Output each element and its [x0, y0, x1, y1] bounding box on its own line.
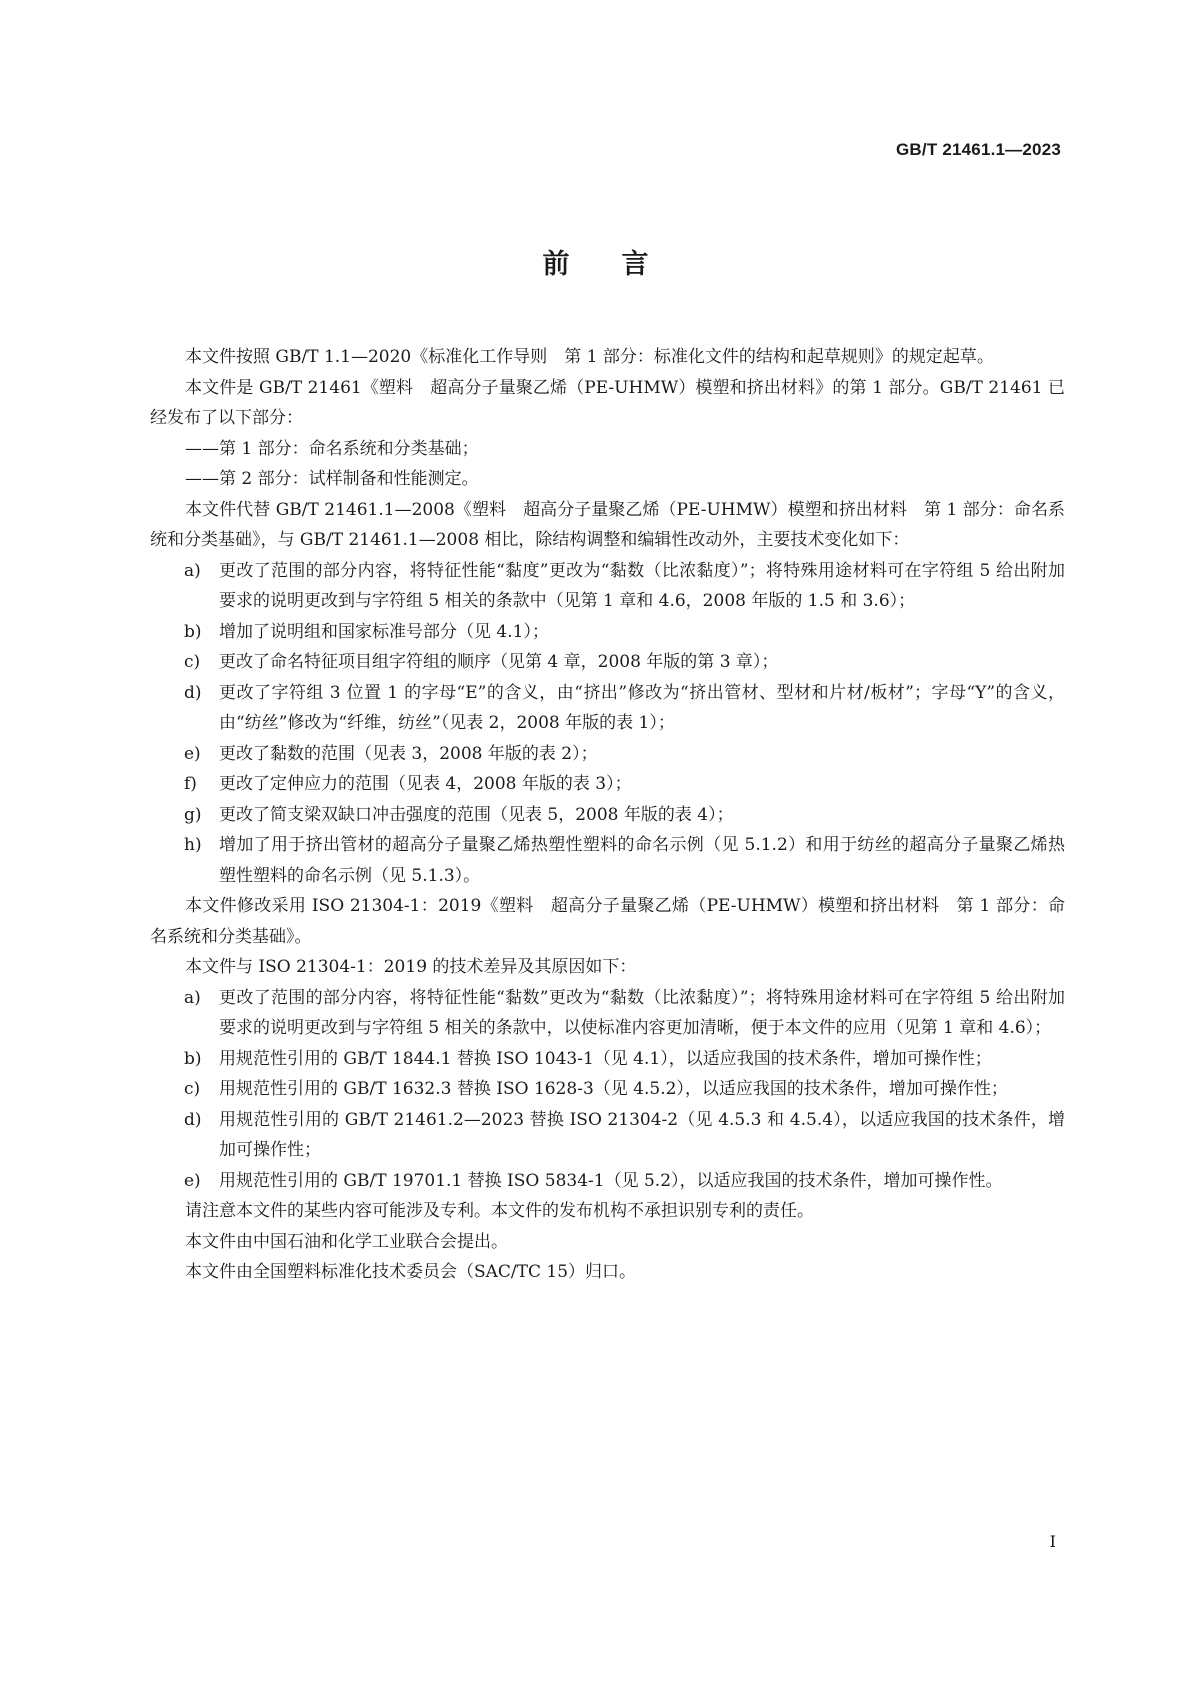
- list-marker: f): [184, 774, 197, 794]
- paragraph-differences-intro: 本文件与 ISO 21304-1：2019 的技术差异及其原因如下：: [185, 957, 637, 977]
- list-text: 增加了用于挤出管材的超高分子量聚乙烯热塑性塑料的命名示例（见 5.1.2）和用于纺丝的超高分子量聚乙烯热塑性塑料的命名示例（见 5.1.3）。: [219, 835, 1065, 886]
- list-text: 增加了说明组和国家标准号部分（见 4.1）；: [219, 621, 549, 642]
- list-marker: b): [184, 621, 202, 642]
- paragraph-patent-notice: 请注意本文件的某些内容可能涉及专利。本文件的发布机构不承担识别专利的责任。: [185, 1201, 814, 1221]
- list-marker: a): [184, 987, 201, 1008]
- list-text: 更改了范围的部分内容，将特征性能“黏度”更改为“黏数（比浓黏度）”；将特殊用途材料可在字符组 5 给出附加要求的说明更改到与字符组 5 相关的条款中（见第 1 章和 4.6，2008 年版的 1.5 和 3.6）；: [219, 560, 1065, 611]
- changes-list: [150, 556, 1065, 892]
- list-item: [150, 830, 1065, 891]
- differences-list: [150, 983, 1065, 1197]
- dash-item-part-1: ——第 1 部分：命名系统和分类基础；: [185, 438, 479, 459]
- list-item: [150, 800, 1065, 831]
- paragraph-modified-adoption: 本文件修改采用 ISO 21304-1：2019《塑料 超高分子量聚乙烯（PE-UHMW）模塑和挤出材料 第 1 部分：命名系统和分类基础》。: [150, 896, 1065, 947]
- dash-item-part-2: ——第 2 部分：试样制备和性能测定。: [185, 469, 479, 489]
- list-item: [150, 1105, 1065, 1166]
- list-marker: c): [184, 652, 201, 672]
- list-item: [150, 983, 1065, 1044]
- list-marker: a): [184, 560, 201, 581]
- list-item: [150, 1166, 1065, 1197]
- list-item: [150, 678, 1065, 739]
- paragraph-part-of-series: 本文件是 GB/T 21461《塑料 超高分子量聚乙烯（PE-UHMW）模塑和挤出材料》的第 1 部分。GB/T 21461 已经发布了以下部分：: [150, 377, 1065, 428]
- document-number: GB/T 21461.1—2023: [896, 140, 1061, 159]
- list-marker: g): [184, 804, 202, 825]
- list-text: 用规范性引用的 GB/T 1844.1 替换 ISO 1043-1（见 4.1），以适应我国的技术条件，增加可操作性；: [219, 1048, 992, 1069]
- document-body: [150, 342, 1065, 1288]
- list-item: [150, 556, 1065, 617]
- list-text: 更改了简支梁双缺口冲击强度的范围（见表 5，2008 年版的表 4）；: [219, 804, 734, 825]
- list-marker: b): [184, 1048, 202, 1069]
- paragraph-proposed-by: 本文件由中国石油和化学工业联合会提出。: [185, 1231, 508, 1252]
- paragraph-replaces: 本文件代替 GB/T 21461.1—2008《塑料 超高分子量聚乙烯（PE-UHMW）模塑和挤出材料 第 1 部分：命名系统和分类基础》，与 GB/T 21461.1—2008 相比，除结构调整和编辑性改动外，主要技术变化如下：: [150, 499, 1065, 550]
- list-item: [150, 769, 1065, 800]
- list-marker: d): [184, 1109, 202, 1130]
- paragraph-drafting-basis: 本文件按照 GB/T 1.1—2020《标准化工作导则 第 1 部分：标准化文件的结构和起草规则》的规定起草。: [185, 347, 994, 367]
- list-text: 更改了命名特征项目组字符组的顺序（见第 4 章，2008 年版的第 3 章）；: [219, 652, 779, 672]
- list-marker: e): [184, 1170, 201, 1191]
- page-title: 前言: [542, 249, 701, 280]
- page-number: I: [1049, 1532, 1056, 1551]
- list-marker: d): [184, 682, 202, 703]
- list-item: [150, 1074, 1065, 1105]
- list-text: 更改了字符组 3 位置 1 的字母“E”的含义，由“挤出”修改为“挤出管材、型材和片材/板材”；字母“Y”的含义，由“纺丝”修改为“纤维，纺丝”（见表 2，2008 年版的表 1）；: [219, 682, 1065, 733]
- list-item: [150, 1044, 1065, 1075]
- list-item: [150, 647, 1065, 678]
- list-text: 更改了定伸应力的范围（见表 4，2008 年版的表 3）；: [219, 774, 632, 794]
- list-marker: e): [184, 743, 201, 764]
- list-text: 用规范性引用的 GB/T 21461.2—2023 替换 ISO 21304-2（见 4.5.3 和 4.5.4），以适应我国的技术条件，增加可操作性；: [219, 1109, 1065, 1160]
- list-text: 用规范性引用的 GB/T 19701.1 替换 ISO 5834-1（见 5.2），以适应我国的技术条件，增加可操作性。: [219, 1170, 1003, 1191]
- paragraph-administered-by: 本文件由全国塑料标准化技术委员会（SAC/TC 15）归口。: [185, 1262, 637, 1282]
- list-marker: c): [184, 1079, 201, 1099]
- list-text: 用规范性引用的 GB/T 1632.3 替换 ISO 1628-3（见 4.5.2），以适应我国的技术条件，增加可操作性；: [219, 1079, 1008, 1099]
- list-item: [150, 617, 1065, 648]
- list-text: 更改了黏数的范围（见表 3，2008 年版的表 2）；: [219, 743, 598, 764]
- list-item: [150, 739, 1065, 770]
- list-text: 更改了范围的部分内容，将特征性能“黏数”更改为“黏数（比浓黏度）”；将特殊用途材料可在字符组 5 给出附加要求的说明更改到与字符组 5 相关的条款中，以使标准内容更加清晰，便于本文件的应用（见第 1 章和 4.6）；: [219, 987, 1065, 1038]
- list-marker: h): [184, 835, 202, 855]
